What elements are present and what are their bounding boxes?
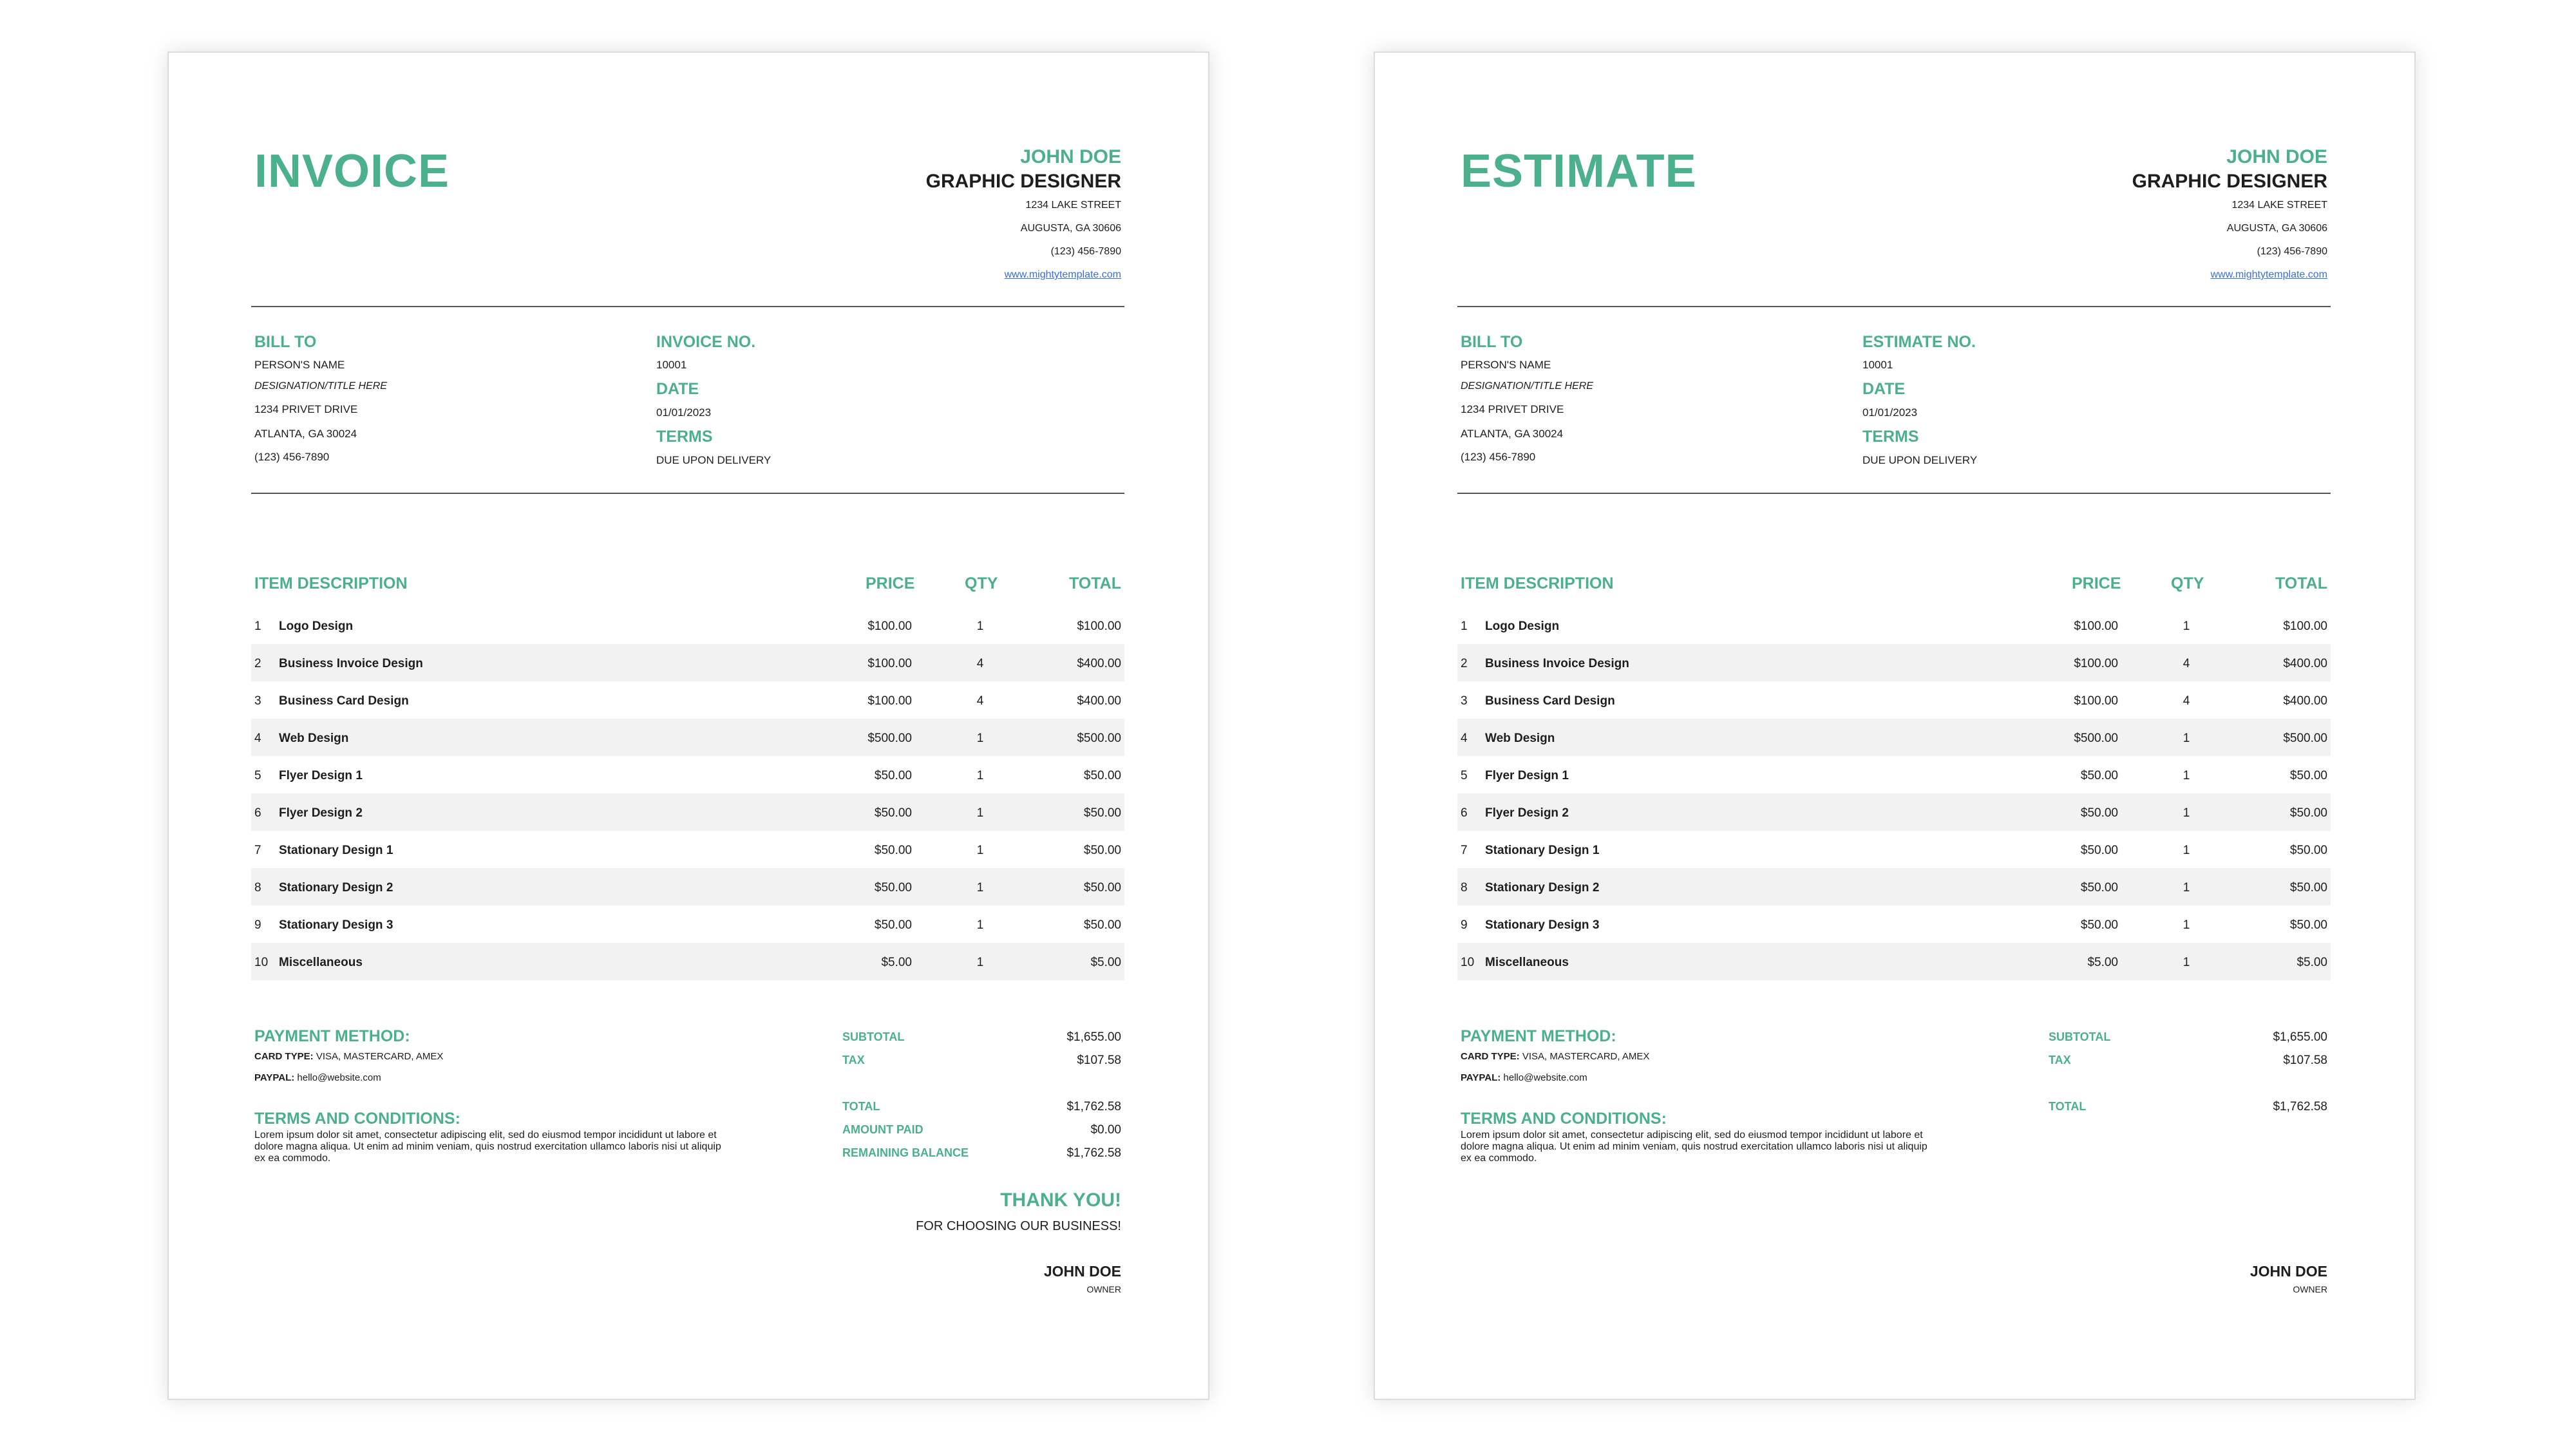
- number-value: 10001: [1862, 359, 1893, 371]
- payment-block: [254, 1025, 770, 1164]
- totals-row: [2049, 1054, 2331, 1077]
- payment-label: PAYMENT METHOD:: [254, 1027, 410, 1045]
- item-qty: 4: [2183, 694, 2190, 708]
- bill-to-name: PERSON'S NAME: [1461, 359, 1551, 371]
- signature-role: OWNER: [2293, 1284, 2327, 1294]
- item-price: $50.00: [2080, 881, 2118, 895]
- header-description: ITEM DESCRIPTION: [254, 574, 408, 592]
- table-row: [251, 681, 1124, 719]
- totals-block: [2049, 1030, 2331, 1123]
- number-value: 10001: [656, 359, 687, 371]
- item-total: $5.00: [2297, 956, 2327, 969]
- company-name: JOHN DOE: [1020, 146, 1121, 167]
- meta-divider: [251, 493, 1124, 494]
- bill-to-block: [254, 330, 576, 469]
- item-qty: 1: [976, 620, 984, 633]
- item-number: 10: [254, 956, 269, 969]
- item-qty: 1: [976, 769, 984, 782]
- item-qty: 1: [976, 881, 984, 895]
- paypal-line: [254, 1066, 770, 1090]
- terms-conditions-text: Lorem ipsum dolor sit amet, consectetur adipiscing elit, sed do eiusmod tempor incididunt ut labore et dolore magna aliqua. Ut enim ad minim veniam, quis nostrud exercitation ullamco laboris nisi ut aliquip ex ea commodo.: [254, 1130, 721, 1164]
- item-description: Stationary Design 3: [279, 918, 393, 932]
- item-price: $100.00: [2074, 620, 2118, 633]
- company-role: GRAPHIC DESIGNER: [925, 171, 1121, 192]
- table-row: [251, 756, 1124, 793]
- item-number: 8: [1461, 881, 1468, 895]
- payment-label: PAYMENT METHOD:: [1461, 1027, 1616, 1045]
- document-meta-block: [656, 330, 978, 471]
- item-qty: 1: [976, 844, 984, 857]
- signature-block: [1044, 1261, 1121, 1297]
- item-qty: 1: [976, 918, 984, 932]
- totals-label: SUBTOTAL: [842, 1030, 905, 1043]
- item-description: Stationary Design 2: [1485, 881, 1600, 895]
- item-description: Stationary Design 3: [1485, 918, 1600, 932]
- totals-label: TOTAL: [2049, 1100, 2087, 1113]
- item-description: Business Card Design: [1485, 694, 1615, 708]
- item-number: 3: [254, 694, 261, 708]
- item-price: $50.00: [874, 881, 912, 895]
- item-number: 1: [254, 620, 261, 633]
- item-description: Business Invoice Design: [1485, 657, 1629, 670]
- item-price: $50.00: [2080, 918, 2118, 932]
- table-row: [251, 943, 1124, 980]
- item-number: 6: [1461, 806, 1468, 820]
- signature-block: [2250, 1261, 2327, 1297]
- totals-value: $1,655.00: [2273, 1030, 2327, 1044]
- signature-role: OWNER: [1086, 1284, 1121, 1294]
- item-qty: 4: [976, 657, 984, 670]
- date-label: DATE: [1862, 380, 1906, 398]
- table-row: [251, 831, 1124, 868]
- item-description: Miscellaneous: [279, 956, 363, 969]
- bill-to-phone: (123) 456-7890: [1461, 451, 1536, 463]
- header-divider: [1457, 306, 2331, 307]
- paypal-value: hello@website.com: [1501, 1072, 1587, 1083]
- header-total: TOTAL: [2275, 574, 2327, 592]
- company-website-link[interactable]: www.mightytemplate.com: [2210, 269, 2327, 280]
- header-price: PRICE: [2072, 574, 2121, 592]
- item-number: 7: [1461, 844, 1468, 857]
- company-city: AUGUSTA, GA 30606: [1020, 223, 1121, 234]
- table-row: [1457, 793, 2331, 831]
- item-total: $50.00: [1083, 918, 1121, 932]
- item-price: $50.00: [874, 769, 912, 782]
- paypal-line: [1461, 1066, 1976, 1090]
- item-description: Flyer Design 1: [1485, 769, 1569, 782]
- item-price: $5.00: [2087, 956, 2118, 969]
- item-number: 8: [254, 881, 261, 895]
- table-row: [1457, 831, 2331, 868]
- paypal-value: hello@website.com: [294, 1072, 381, 1083]
- item-qty: 4: [2183, 657, 2190, 670]
- card-type-line: [1461, 1047, 1976, 1066]
- number-label: ESTIMATE NO.: [1862, 333, 1976, 351]
- invoice-page: [167, 52, 1209, 1400]
- table-row: [1457, 868, 2331, 905]
- item-total: $50.00: [2289, 918, 2327, 932]
- totals-label: TAX: [842, 1054, 865, 1066]
- number-label: INVOICE NO.: [656, 333, 756, 351]
- totals-value: $1,762.58: [1066, 1146, 1121, 1160]
- table-row: [1457, 943, 2331, 980]
- item-price: $100.00: [867, 694, 912, 708]
- signature-name: JOHN DOE: [2249, 1263, 2327, 1280]
- item-price: $50.00: [2080, 806, 2118, 820]
- thank-you-block: [916, 1188, 1121, 1239]
- item-description: Flyer Design 2: [279, 806, 363, 820]
- totals-value: $1,655.00: [1066, 1030, 1121, 1044]
- item-qty: 1: [976, 956, 984, 969]
- table-row: [251, 607, 1124, 644]
- totals-row: [842, 1146, 1124, 1170]
- item-qty: 1: [2183, 918, 2190, 932]
- totals-value: $1,762.58: [2273, 1100, 2327, 1113]
- item-number: 5: [1461, 769, 1468, 782]
- item-qty: 1: [2183, 844, 2190, 857]
- document-title: INVOICE: [254, 146, 450, 197]
- item-total: $100.00: [1077, 620, 1121, 633]
- item-price: $50.00: [874, 806, 912, 820]
- item-price: $50.00: [2080, 844, 2118, 857]
- terms-label: TERMS: [1862, 428, 1919, 446]
- item-number: 9: [1461, 918, 1468, 932]
- totals-value: $1,762.58: [1066, 1100, 1121, 1113]
- item-description: Business Invoice Design: [279, 657, 423, 670]
- header-qty: QTY: [2171, 574, 2204, 592]
- table-row: [251, 793, 1124, 831]
- table-row: [1457, 719, 2331, 756]
- item-price: $5.00: [881, 956, 912, 969]
- items-table: [251, 607, 1124, 980]
- item-price: $50.00: [874, 844, 912, 857]
- item-number: 4: [254, 732, 261, 745]
- terms-conditions-text: Lorem ipsum dolor sit amet, consectetur adipiscing elit, sed do eiusmod tempor incididunt ut labore et dolore magna aliqua. Ut enim ad minim veniam, quis nostrud exercitation ullamco laboris nisi ut aliquip ex ea commodo.: [1461, 1130, 1927, 1164]
- table-row: [251, 868, 1124, 905]
- item-total: $50.00: [1083, 881, 1121, 895]
- item-total: $50.00: [2289, 769, 2327, 782]
- item-number: 2: [1461, 657, 1468, 670]
- totals-value: $107.58: [2283, 1054, 2327, 1067]
- item-price: $100.00: [867, 657, 912, 670]
- terms-label: TERMS: [656, 428, 713, 446]
- totals-row: [842, 1030, 1124, 1054]
- totals-row: [2049, 1030, 2331, 1054]
- totals-label: SUBTOTAL: [2049, 1030, 2111, 1043]
- items-table-header: [251, 574, 1124, 600]
- thank-you-title: THANK YOU!: [1000, 1189, 1121, 1211]
- terms-value: DUE UPON DELIVERY: [656, 454, 772, 466]
- item-number: 2: [254, 657, 261, 670]
- bill-to-designation: DESIGNATION/TITLE HERE: [1461, 381, 1593, 392]
- company-street: 1234 LAKE STREET: [2231, 200, 2327, 211]
- table-row: [1457, 681, 2331, 719]
- company-header: [670, 145, 1121, 287]
- item-total: $50.00: [1083, 806, 1121, 820]
- signature-name: JOHN DOE: [1043, 1263, 1121, 1280]
- card-type-value: VISA, MASTERCARD, AMEX: [313, 1051, 444, 1062]
- item-description: Web Design: [1485, 732, 1555, 745]
- totals-row: [2049, 1100, 2331, 1123]
- header-price: PRICE: [866, 574, 915, 592]
- header-total: TOTAL: [1068, 574, 1121, 592]
- item-number: 4: [1461, 732, 1468, 745]
- estimate-page: [1374, 52, 2416, 1400]
- item-total: $400.00: [1077, 657, 1121, 670]
- table-row: [251, 905, 1124, 943]
- item-description: Flyer Design 2: [1485, 806, 1569, 820]
- item-total: $500.00: [2283, 732, 2327, 745]
- card-type-value: VISA, MASTERCARD, AMEX: [1519, 1051, 1650, 1062]
- table-row: [1457, 905, 2331, 943]
- item-total: $50.00: [1083, 769, 1121, 782]
- item-description: Stationary Design 2: [279, 881, 393, 895]
- item-number: 5: [254, 769, 261, 782]
- totals-row: [842, 1100, 1124, 1123]
- item-qty: 1: [2183, 806, 2190, 820]
- totals-label: TAX: [2049, 1054, 2071, 1066]
- item-price: $100.00: [2074, 694, 2118, 708]
- date-value: 01/01/2023: [656, 406, 712, 419]
- company-street: 1234 LAKE STREET: [1025, 200, 1121, 211]
- terms-conditions-label: TERMS AND CONDITIONS:: [1461, 1110, 1667, 1128]
- totals-row: [842, 1123, 1124, 1146]
- table-row: [251, 644, 1124, 681]
- date-value: 01/01/2023: [1862, 406, 1918, 419]
- meta-divider: [1457, 493, 2331, 494]
- company-phone: (123) 456-7890: [1050, 246, 1121, 257]
- bill-to-label: BILL TO: [1461, 333, 1523, 351]
- payment-block: [1461, 1025, 1976, 1164]
- item-price: $500.00: [2074, 732, 2118, 745]
- item-description: Logo Design: [1485, 620, 1560, 633]
- totals-label: TOTAL: [842, 1100, 880, 1113]
- item-qty: 1: [2183, 881, 2190, 895]
- item-price: $100.00: [867, 620, 912, 633]
- item-total: $50.00: [2289, 806, 2327, 820]
- header-divider: [251, 306, 1124, 307]
- item-total: $50.00: [1083, 844, 1121, 857]
- bill-to-street: 1234 PRIVET DRIVE: [254, 403, 358, 415]
- table-row: [251, 719, 1124, 756]
- card-type-label: CARD TYPE:: [254, 1051, 314, 1062]
- item-qty: 1: [2183, 620, 2190, 633]
- item-price: $50.00: [2080, 769, 2118, 782]
- totals-value: $107.58: [1077, 1054, 1121, 1067]
- document-title: ESTIMATE: [1461, 146, 1697, 197]
- item-description: Web Design: [279, 732, 349, 745]
- thank-you-subtitle: FOR CHOOSING OUR BUSINESS!: [916, 1219, 1121, 1233]
- card-type-label: CARD TYPE:: [1461, 1051, 1520, 1062]
- bill-to-name: PERSON'S NAME: [254, 359, 345, 371]
- company-name: JOHN DOE: [2226, 146, 2327, 167]
- terms-value: DUE UPON DELIVERY: [1862, 454, 1978, 466]
- item-total: $5.00: [1090, 956, 1121, 969]
- item-total: $500.00: [1077, 732, 1121, 745]
- bill-to-phone: (123) 456-7890: [254, 451, 330, 463]
- company-city: AUGUSTA, GA 30606: [2226, 223, 2327, 234]
- item-qty: 1: [976, 732, 984, 745]
- item-description: Stationary Design 1: [279, 844, 393, 857]
- date-label: DATE: [656, 380, 699, 398]
- item-number: 1: [1461, 620, 1468, 633]
- item-description: Stationary Design 1: [1485, 844, 1600, 857]
- header-qty: QTY: [965, 574, 998, 592]
- table-row: [1457, 756, 2331, 793]
- bill-to-block: [1461, 330, 1783, 469]
- item-number: 3: [1461, 694, 1468, 708]
- item-qty: 4: [976, 694, 984, 708]
- item-total: $400.00: [2283, 694, 2327, 708]
- item-number: 7: [254, 844, 261, 857]
- bill-to-city: ATLANTA, GA 30024: [254, 428, 357, 440]
- totals-row: [842, 1054, 1124, 1077]
- item-total: $50.00: [2289, 844, 2327, 857]
- item-qty: 1: [2183, 732, 2190, 745]
- item-number: 6: [254, 806, 261, 820]
- table-row: [1457, 607, 2331, 644]
- items-table: [1457, 607, 2331, 980]
- item-price: $500.00: [867, 732, 912, 745]
- header-description: ITEM DESCRIPTION: [1461, 574, 1614, 592]
- paypal-label: PAYPAL:: [254, 1072, 295, 1083]
- terms-conditions-label: TERMS AND CONDITIONS:: [254, 1110, 460, 1128]
- items-table-header: [1457, 574, 2331, 600]
- card-type-line: [254, 1047, 770, 1066]
- item-total: $50.00: [2289, 881, 2327, 895]
- bill-to-designation: DESIGNATION/TITLE HERE: [254, 381, 387, 392]
- item-qty: 1: [2183, 769, 2190, 782]
- document-meta-block: [1862, 330, 2184, 471]
- totals-block: [842, 1030, 1124, 1170]
- item-total: $100.00: [2283, 620, 2327, 633]
- item-price: $50.00: [874, 918, 912, 932]
- company-phone: (123) 456-7890: [2257, 246, 2327, 257]
- company-header: [1877, 145, 2327, 287]
- company-website-link[interactable]: www.mightytemplate.com: [1004, 269, 1121, 280]
- bill-to-city: ATLANTA, GA 30024: [1461, 428, 1564, 440]
- item-total: $400.00: [2283, 657, 2327, 670]
- item-price: $100.00: [2074, 657, 2118, 670]
- item-description: Flyer Design 1: [279, 769, 363, 782]
- item-total: $400.00: [1077, 694, 1121, 708]
- bill-to-label: BILL TO: [254, 333, 317, 351]
- totals-label: REMAINING BALANCE: [842, 1146, 969, 1159]
- item-qty: 1: [2183, 956, 2190, 969]
- item-number: 10: [1461, 956, 1475, 969]
- bill-to-street: 1234 PRIVET DRIVE: [1461, 403, 1564, 415]
- item-description: Logo Design: [279, 620, 354, 633]
- item-description: Miscellaneous: [1485, 956, 1569, 969]
- item-description: Business Card Design: [279, 694, 409, 708]
- item-number: 9: [254, 918, 261, 932]
- totals-value: $0.00: [1090, 1123, 1121, 1137]
- item-qty: 1: [976, 806, 984, 820]
- company-role: GRAPHIC DESIGNER: [2132, 171, 2327, 192]
- table-row: [1457, 644, 2331, 681]
- paypal-label: PAYPAL:: [1461, 1072, 1501, 1083]
- totals-label: AMOUNT PAID: [842, 1123, 923, 1136]
